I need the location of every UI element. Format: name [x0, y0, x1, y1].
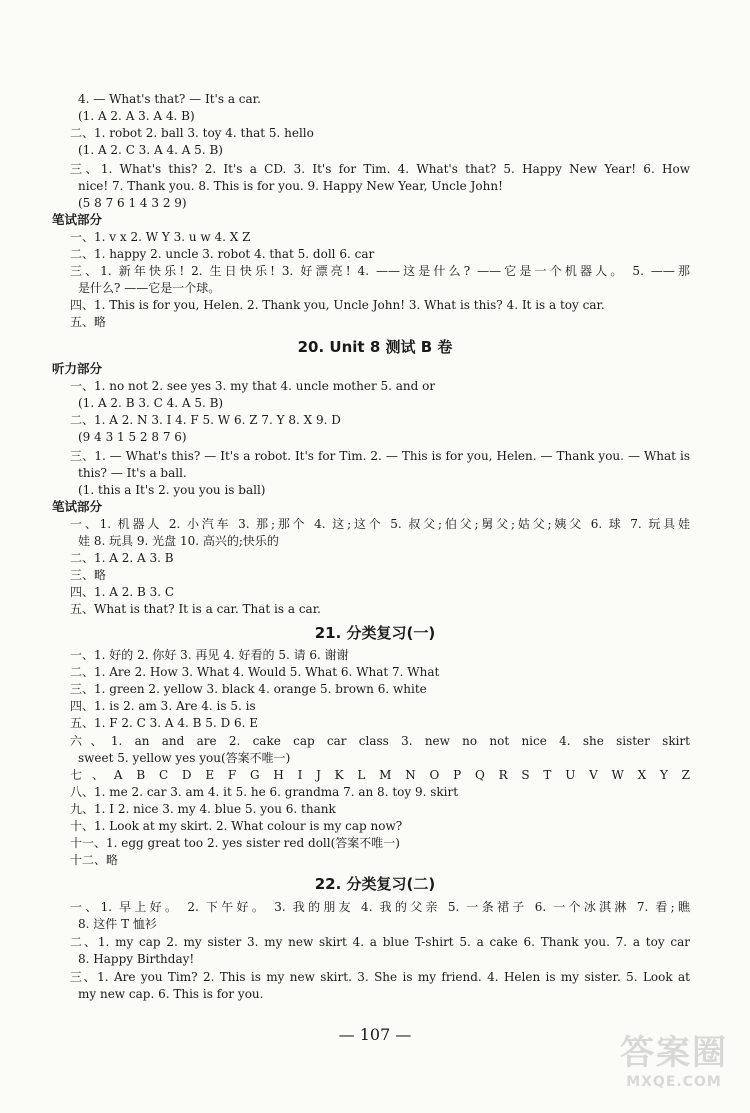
text-line: 4. — What's that? — It's a car.: [78, 92, 261, 106]
unit-heading: 21. 分类复习(一): [314, 624, 436, 642]
text-line: 六、1. an and are 2. cake cap car class 3. new no not nice 4. she sister skirt: [70, 734, 690, 748]
text-line: 三、1. green 2. yellow 3. black 4. orange 5. brown 6. white: [70, 682, 427, 696]
text-line: (1. A 2. A 3. A 4. B): [78, 109, 195, 123]
section-label: 听力部分: [52, 361, 103, 376]
text-line: (1. this a It's 2. you you is ball): [78, 483, 266, 497]
text-line: 十、1. Look at my skirt. 2. What colour is my cap now?: [70, 819, 403, 833]
watermark-text: 答案圈: [620, 1033, 728, 1073]
text-line: 三、略: [70, 568, 107, 582]
watermark-logo: [610, 1033, 738, 1099]
text-line: 九、1. I 2. nice 3. my 4. blue 5. you 6. thank: [70, 802, 336, 816]
text-line: 十一、1. egg great too 2. yes sister red doll(答案不唯一): [70, 836, 400, 850]
section-label: 笔试部分: [52, 212, 103, 227]
text-line: my new cap. 6. This is for you.: [78, 987, 264, 1001]
text-line: 二、1. Are 2. How 3. What 4. Would 5. What 6. What 7. What: [70, 665, 440, 679]
unit-heading: 22. 分类复习(二): [314, 875, 436, 893]
text-line: 五、略: [70, 315, 107, 329]
text-line: 娃 8. 玩具 9. 光盘 10. 高兴的;快乐的: [78, 534, 279, 548]
text-line: 三、1. — What's this? — It's a robot. It's for Tim. 2. — This is for you, Helen. — Thank you. — What is: [70, 449, 690, 463]
text-line: (9 4 3 1 5 2 8 7 6): [78, 430, 187, 444]
text-line: (1. A 2. C 3. A 4. A 5. B): [78, 143, 223, 157]
text-line: 十二、略: [70, 853, 119, 867]
text-line: 五、1. F 2. C 3. A 4. B 5. D 6. E: [70, 716, 259, 730]
text-line: 三、1. What's this? 2. It's a CD. 3. It's for Tim. 4. What's that? 5. Happy New Year! 6. How: [70, 162, 690, 176]
text-line: 一、1. 机器人 2. 小汽车 3. 那;那个 4. 这;这个 5. 叔父;伯父;舅父;姑父;姨父 6. 球 7. 玩具娃: [70, 517, 690, 531]
text-line: 二、1. my cap 2. my sister 3. my new skirt 4. a blue T-shirt 5. a cake 6. Thank you. 7. a toy car: [70, 935, 690, 949]
text-line: 八、1. me 2. car 3. am 4. it 5. he 6. grandma 7. an 8. toy 9. skirt: [70, 785, 459, 799]
text-line: this? — It's a ball.: [78, 466, 187, 480]
text-line: 是什么? ——它是一个球。: [78, 281, 221, 295]
text-line: (1. A 2. B 3. C 4. A 5. B): [78, 396, 224, 410]
text-line: 四、1. A 2. B 3. C: [70, 585, 175, 599]
text-line: sweet 5. yellow yes you(答案不唯一): [78, 751, 291, 765]
text-line: 一、1. 早上好。 2. 下午好。 3. 我的朋友 4. 我的父亲 5. 一条裙子 6. 一个冰淇淋 7. 看;瞧: [70, 900, 690, 914]
text-line: 二、1. A 2. N 3. I 4. F 5. W 6. Z 7. Y 8. X 9. D: [70, 413, 341, 427]
text-line: 二、1. A 2. A 3. B: [70, 551, 174, 565]
text-line: 8. 这件 T 恤衫: [78, 917, 157, 931]
watermark-url: MXQE.COM: [626, 1074, 722, 1090]
page-number: — 107 —: [338, 1025, 412, 1044]
text-line: 四、1. is 2. am 3. Are 4. is 5. is: [70, 699, 256, 713]
text-line: 8. Happy Birthday!: [78, 952, 195, 966]
text-line: 一、1. v x 2. W Y 3. u w 4. X Z: [70, 230, 251, 244]
text-line: 七、A B C D E F G H I J K L M N O P Q R S T U V W X Y Z: [70, 768, 690, 782]
text-line: 三、1. 新年快乐! 2. 生日快乐! 3. 好漂亮! 4. ——这是什么? ——它是一个机器人。 5. ——那: [70, 264, 690, 278]
text-line: 一、1. 好的 2. 你好 3. 再见 4. 好看的 5. 请 6. 谢谢: [70, 648, 349, 662]
unit-heading: 20. Unit 8 测试 B 卷: [297, 338, 453, 356]
text-line: 五、What is that? It is a car. That is a car.: [70, 602, 321, 616]
text-line: 四、1. This is for you, Helen. 2. Thank you, Uncle John! 3. What is this? 4. It is a toy car.: [70, 298, 605, 312]
text-line: 三、1. Are you Tim? 2. This is my new skirt. 3. She is my friend. 4. Helen is my sister. 5. Look at: [70, 970, 690, 984]
text-line: 二、1. happy 2. uncle 3. robot 4. that 5. doll 6. car: [70, 247, 375, 261]
text-line: (5 8 7 6 1 4 3 2 9): [78, 196, 187, 210]
text-line: nice! 7. Thank you. 8. This is for you. 9. Happy New Year, Uncle John!: [78, 179, 503, 193]
text-line: 二、1. robot 2. ball 3. toy 4. that 5. hello: [70, 126, 314, 140]
text-line: 一、1. no not 2. see yes 3. my that 4. uncle mother 5. and or: [70, 379, 436, 393]
section-label: 笔试部分: [52, 499, 103, 514]
